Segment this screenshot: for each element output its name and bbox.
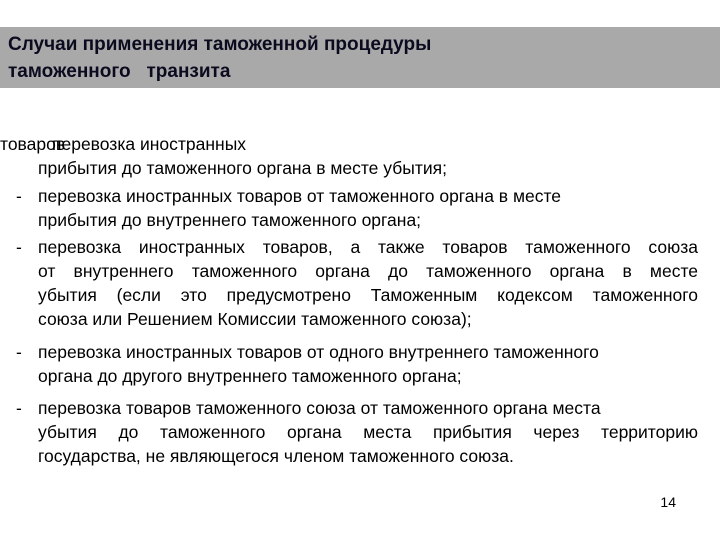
list-item-4-line: перевозка иностранных товаров от одного внутреннего таможенного: [38, 342, 599, 362]
list-item-5-line: убытия до таможенного органа места прибытия через территорию: [38, 422, 698, 442]
list-item-2-line: прибытия до внутреннего таможенного органа;: [38, 210, 422, 230]
list-item-1-overlap-text-a: товаров: [0, 134, 66, 154]
list-item-4-line: органа до другого внутреннего таможенного органа;: [38, 366, 462, 386]
list-item-3-line: от внутреннего таможенного органа до таможенного органа в месте: [38, 261, 698, 281]
page-number: 14: [660, 494, 676, 510]
list-item-5-line: перевозка товаров таможенного союза от таможенного органа места: [38, 398, 601, 418]
list-item-3-bullet: -: [16, 237, 22, 257]
list-item-3-line: перевозка иностранных товаров, а также товаров таможенного союза: [38, 237, 698, 257]
slide-title-line-1: Случаи применения таможенной процедуры: [8, 34, 432, 55]
list-item-3-line: союза или Решением Комиссии таможенного союза);: [38, 309, 472, 329]
list-item-1-line: прибытия до таможенного органа в месте убытия;: [38, 158, 447, 178]
list-item-5-line: государства, не являющегося членом таможенного союза.: [38, 446, 514, 466]
list-item-2-bullet: -: [16, 186, 22, 206]
list-item-4-bullet: -: [16, 342, 22, 362]
list-item-5-bullet: -: [16, 398, 22, 418]
slide-title-line-2: таможенного транзита: [8, 61, 231, 82]
list-item-3-line: убытия (если это предусмотрено Таможенным кодексом таможенного: [38, 285, 698, 305]
list-item-1-overlap-text-b: перевозка иностранных: [52, 134, 247, 154]
list-item-2-line: перевозка иностранных товаров от таможенного органа в месте: [38, 186, 562, 206]
